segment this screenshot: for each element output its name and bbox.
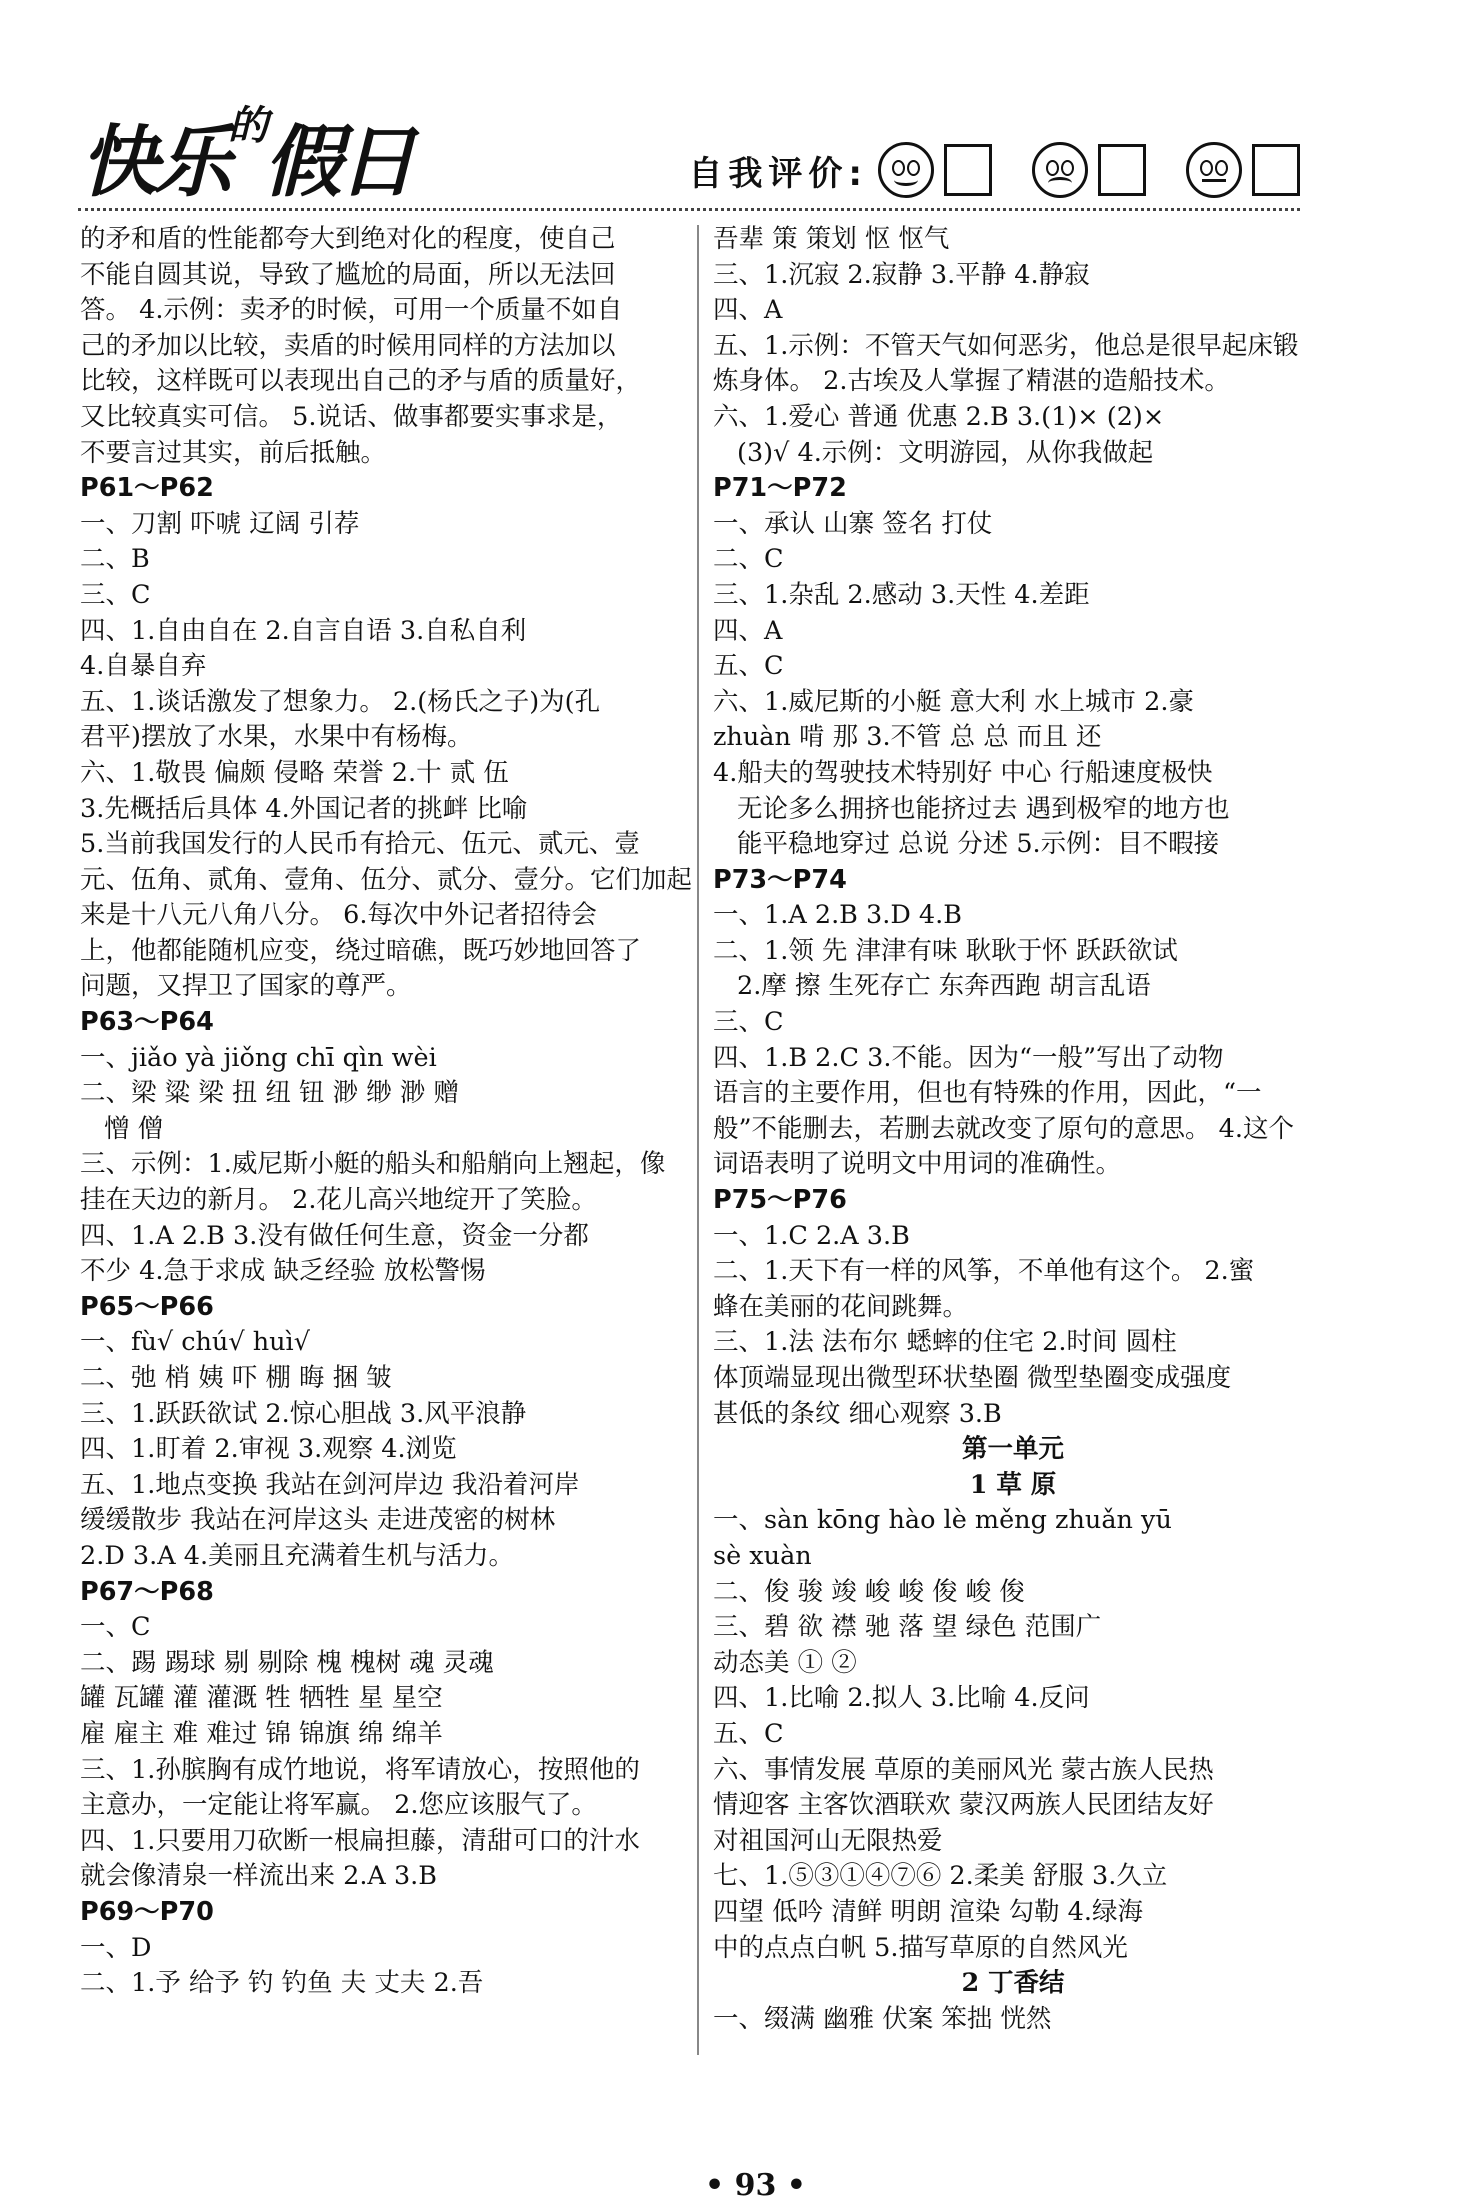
answer-line: 三、1.杂乱 2.感动 3.天性 4.差距	[713, 579, 1090, 610]
answer-line: 二、1.领 先 津津有味 耿耿于怀 跃跃欲试	[713, 935, 1178, 966]
section-heading: P75～P76	[713, 1185, 847, 1216]
section-heading: P65～P66	[80, 1291, 214, 1322]
answer-line: 又比较真实可信。 5.说话、做事都要实事求是，	[80, 401, 623, 432]
answer-line: 一、jiǎo yà jiǒng chī qìn wèi	[80, 1042, 437, 1073]
answer-column-right	[713, 222, 1313, 2037]
answer-line: 3.先概括后具体 4.外国记者的挑衅 比喻	[80, 793, 528, 824]
answer-line: 君平)摆放了水果，水果中有杨梅。	[80, 722, 473, 753]
answer-line: 炼身体。 2.古埃及人掌握了精湛的造船技术。	[713, 366, 1230, 397]
section-heading: P61～P62	[80, 473, 214, 504]
answer-line: 答。 4.示例：卖矛的时候，可用一个质量不如自	[80, 295, 623, 326]
answer-line: 2.D 3.A 4.美丽且充满着生机与活力。	[80, 1540, 515, 1571]
section-heading: P71～P72	[713, 473, 847, 504]
answer-line: 三、碧 欲 襟 驰 落 望 绿色 范围广	[713, 1612, 1102, 1643]
section-heading: P73～P74	[713, 864, 847, 895]
answer-line: 五、1.谈话激发了想象力。 2.(杨氏之子)为(孔	[80, 686, 601, 717]
answer-line: 四、A	[713, 615, 783, 646]
answer-line: 能平稳地穿过 总说 分述 5.示例：目不暇接	[737, 829, 1220, 860]
page-number: • 93 •	[705, 2168, 806, 2203]
answer-line: 三、C	[713, 1007, 784, 1038]
answer-line: 三、1.法 法布尔 蟋蟀的住宅 2.时间 圆柱	[713, 1327, 1177, 1358]
answer-line: 四、1.A 2.B 3.没有做任何生意，资金一分都	[80, 1220, 589, 1251]
answer-line: 4.船夫的驾驶技术特别好 中心 行船速度极快	[713, 757, 1213, 788]
page-header	[70, 100, 1300, 210]
answer-line: 情迎客 主客饮酒联欢 蒙汉两族人民团结友好	[713, 1790, 1214, 1821]
neutral-face-icon	[1186, 142, 1242, 198]
answer-line: 词语表明了说明文中用词的准确性。	[713, 1149, 1122, 1180]
answer-line: 四、1.比喻 2.拟人 3.比喻 4.反问	[713, 1683, 1090, 1714]
self-evaluation	[688, 142, 1300, 198]
answer-line: 不少 4.急于求成 缺乏经验 放松警惕	[80, 1256, 486, 1287]
answer-line: 吾辈 策 策划 怄 怄气	[713, 224, 950, 254]
answer-line: 二、弛 梢 姨 吓 棚 晦 捆 皱	[80, 1363, 392, 1393]
answer-line: 罐 瓦罐 灌 灌溉 牲 牺牲 星 星空	[80, 1683, 443, 1714]
answer-line: 一、1.A 2.B 3.D 4.B	[713, 900, 962, 931]
answer-line: 一、sàn kōng hào lè měng zhuǎn yū	[713, 1505, 1172, 1536]
answer-line: 二、梁 粱 梁 扭 纽 钮 渺 缈 渺 赠	[80, 1078, 459, 1109]
answer-line: 5.当前我国发行的人民币有拾元、伍元、贰元、壹	[80, 829, 640, 860]
answer-line: 三、1.沉寂 2.寂静 3.平静 4.静寂	[713, 259, 1090, 290]
answer-line: 体顶端显现出微型环状垫圈 微型垫圈变成强度	[713, 1363, 1232, 1393]
section-heading: P67～P68	[80, 1576, 214, 1607]
answer-line: 2 丁香结	[961, 1968, 1065, 1999]
answer-line: 六、1.爱心 普通 优惠 2.B 3.(1)× (2)×	[713, 401, 1165, 432]
answer-line: 二、B	[80, 544, 150, 575]
answer-line: 四、1.B 2.C 3.不能。因为“一般”写出了动物	[713, 1042, 1224, 1073]
sad-face-icon	[1032, 142, 1088, 198]
answer-line: 三、1.跃跃欲试 2.惊心胆战 3.风平浪静	[80, 1398, 527, 1429]
answer-line: sè xuàn	[713, 1540, 812, 1571]
answer-line: zhuàn 啃 那 3.不管 总 总 而且 还	[713, 722, 1102, 753]
column-divider	[697, 225, 699, 2055]
answer-line: 二、俊 骏 竣 峻 峻 俊 峻 俊	[713, 1576, 1025, 1607]
header-rule	[78, 208, 1300, 211]
answer-line: 对祖国河山无限热爱	[713, 1825, 943, 1856]
answer-line: 4.自暴自弃	[80, 651, 207, 682]
answer-line: 缓缓散步 我站在河岸这头 走进茂密的树林	[80, 1505, 556, 1536]
answer-line: 二、C	[713, 544, 784, 575]
brand-logo: 快乐$^的$假日	[80, 103, 413, 208]
answer-line: 中的点点白帆 5.描写草原的自然风光	[713, 1932, 1128, 1963]
answer-line: (3)√ 4.示例：文明游园，从你我做起	[737, 437, 1154, 468]
answer-line: 雇 雇主 难 难过 锦 锦旗 绵 绵羊	[80, 1718, 443, 1749]
answer-line: 元、伍角、贰角、壹角、伍分、贰分、壹分。它们加起	[80, 864, 693, 895]
answer-line: 一、D	[80, 1932, 152, 1963]
answer-line: 五、1.示例：不管天气如何恶劣，他总是很早起床锻	[713, 330, 1299, 361]
self-evaluation-label: 自我评价:	[688, 153, 868, 194]
answer-line: 甚低的条纹 细心观察 3.B	[713, 1398, 1002, 1429]
happy-face-icon	[878, 142, 934, 198]
answer-line: 四、1.只要用刀砍断一根扁担藤，清甜可口的汁水	[80, 1825, 640, 1856]
answer-line: 憎 僧	[104, 1113, 164, 1144]
answer-line: 四、A	[713, 295, 783, 326]
answer-line: 三、C	[80, 579, 151, 610]
checkbox-sad[interactable]	[1098, 144, 1146, 196]
answer-line: 三、1.孙膑胸有成竹地说，将军请放心，按照他的	[80, 1754, 640, 1785]
answer-line: 动态美 ① ②	[713, 1647, 857, 1678]
answer-line: 五、1.地点变换 我站在剑河岸边 我沿着河岸	[80, 1469, 580, 1500]
answer-line: 三、示例：1.威尼斯小艇的船头和船艄向上翘起，像	[80, 1149, 666, 1180]
answer-line: 挂在天边的新月。 2.花儿高兴地绽开了笑脸。	[80, 1185, 597, 1216]
answer-line: 一、承认 山寨 签名 打仗	[713, 508, 993, 539]
answer-line: 四望 低吟 清鲜 明朗 渲染 勾勒 4.绿海	[713, 1896, 1143, 1927]
answer-line: 不能自圆其说，导致了尴尬的局面，所以无法回	[80, 259, 616, 290]
answer-line: 四、1.自由自在 2.自言自语 3.自私自利	[80, 615, 527, 646]
answer-line: 六、事情发展 草原的美丽风光 蒙古族人民热	[713, 1754, 1214, 1785]
answer-line: 的矛和盾的性能都夸大到绝对化的程度，使自己	[80, 224, 616, 254]
answer-column-left	[80, 222, 693, 2002]
answer-line: 无论多么拥挤也能挤过去 遇到极窄的地方也	[737, 793, 1230, 824]
answer-line: 比较，这样既可以表现出自己的矛与盾的质量好，	[80, 366, 642, 397]
answer-line: 蜂在美丽的花间跳舞。	[713, 1291, 969, 1322]
answer-line: 一、缀满 幽雅 伏案 笨拙 恍然	[713, 2003, 1052, 2034]
answer-line: 五、C	[713, 1718, 784, 1749]
answer-line: 四、1.盯着 2.审视 3.观察 4.浏览	[80, 1434, 457, 1465]
section-heading: P63～P64	[80, 1007, 214, 1038]
checkbox-happy[interactable]	[944, 144, 992, 196]
answer-line: 般”不能删去，若删去就改变了原句的意思。 4.这个	[713, 1113, 1294, 1144]
answer-line: 就会像清泉一样流出来 2.A 3.B	[80, 1861, 438, 1892]
section-heading: P69～P70	[80, 1896, 214, 1927]
answer-line: 五、C	[713, 651, 784, 682]
answer-line: 问题，又捍卫了国家的尊严。	[80, 971, 412, 1002]
answer-line: 己的矛加以比较，卖盾的时候用同样的方法加以	[80, 330, 616, 361]
answer-line: 不要言过其实，前后抵触。	[80, 437, 387, 468]
answer-line: 一、1.C 2.A 3.B	[713, 1220, 910, 1251]
answer-line: 七、1.⑤③①④⑦⑥ 2.柔美 舒服 3.久立	[713, 1861, 1168, 1892]
answer-line: 二、1.天下有一样的风筝，不单他有这个。 2.蜜	[713, 1256, 1255, 1287]
answer-line: 1 草 原	[969, 1469, 1057, 1500]
answer-line: 一、C	[80, 1612, 151, 1643]
answer-line: 一、fù√ chú√ huì√	[80, 1327, 310, 1358]
answer-line: 第一单元	[961, 1434, 1064, 1465]
answer-line: 主意办，一定能让将军赢。 2.您应该服气了。	[80, 1790, 597, 1821]
answer-line: 上，他都能随机应变，绕过暗礁，既巧妙地回答了	[80, 935, 642, 966]
answer-line: 六、1.威尼斯的小艇 意大利 水上城市 2.豪	[713, 686, 1194, 717]
answer-line: 二、踢 踢球 剔 剔除 槐 槐树 魂 灵魂	[80, 1647, 494, 1678]
answer-line: 来是十八元八角八分。 6.每次中外记者招待会	[80, 900, 597, 931]
answer-line: 六、1.敬畏 偏颇 侵略 荣誉 2.十 贰 伍	[80, 757, 509, 788]
answer-line: 语言的主要作用，但也有特殊的作用，因此，“一	[713, 1078, 1262, 1109]
checkbox-neutral[interactable]	[1252, 144, 1300, 196]
answer-line: 二、1.予 给予 钓 钓鱼 夫 丈夫 2.吾	[80, 1968, 484, 1999]
answer-line: 一、刀割 吓唬 辽阔 引荐	[80, 508, 360, 539]
answer-line: 2.摩 擦 生死存亡 东奔西跑 胡言乱语	[737, 971, 1151, 1002]
